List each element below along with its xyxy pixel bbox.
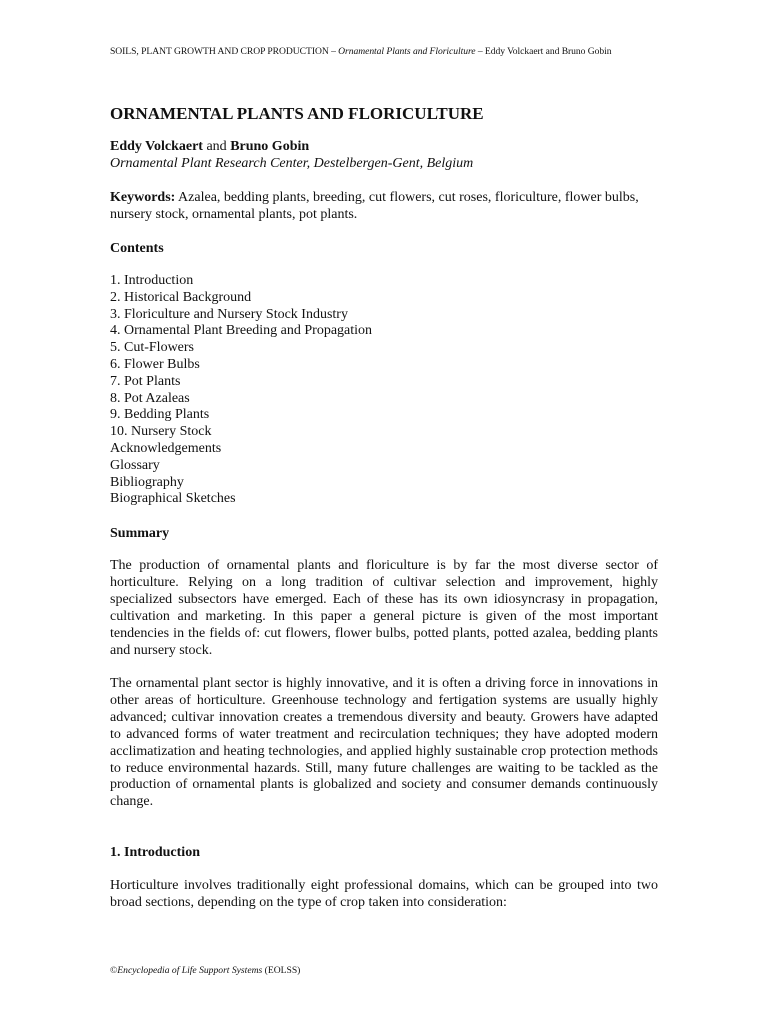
toc-item: 3. Floriculture and Nursery Stock Industry <box>110 306 348 322</box>
toc-item: 2. Historical Background <box>110 289 252 305</box>
summary-paragraph-2: The ornamental plant sector is highly innovative, and it is often a driving force in innovations in other areas of horticulture. Greenhouse technology and fertigation systems are usually highly advanced; cultivar innovation creates a tremendous diversity and beauty. Growers have adapted to advanced forms of water treatment and recirculation techniques; they have adopted modern acclimatization and heating technologies, and applied highly sustainable crop protection methods to reduce environmental hazards. Still, many future challenges are waiting to be tackled as the production of ornamental plants is globalized and society and consumer demands continuously change. <box>110 676 658 810</box>
author-1: Eddy Volckaert <box>110 139 203 154</box>
header-suffix: – Eddy Volckaert and Bruno Gobin <box>475 46 612 57</box>
page-footer <box>110 965 300 976</box>
introduction-paragraph: Horticulture involves traditionally eight professional domains, which can be grouped into two broad sections, depending on the type of crop taken into consideration: <box>110 878 658 910</box>
toc-item: Biographical Sketches <box>110 491 236 507</box>
toc-item: 9. Bedding Plants <box>110 407 210 423</box>
header-prefix: SOILS, PLANT GROWTH AND CROP PRODUCTION – <box>110 46 339 57</box>
footer-copyright: © <box>110 965 118 976</box>
author-conjunction: and <box>202 139 231 154</box>
footer-suffix: (EOLSS) <box>262 965 301 976</box>
running-header <box>110 46 658 57</box>
toc-item: 6. Flower Bulbs <box>110 356 200 372</box>
toc-item: Bibliography <box>110 474 184 490</box>
summary-paragraph-1: The production of ornamental plants and floriculture is by far the most diverse sector of horticulture. Relying on a long tradition of cultivar selection and improvement, highly specialized subsectors have emerged. Each of these has its own idiosyncrasy in propagation, cultivation and marketing. In this paper a general picture is given of the most important tendencies in the fields of: cut flowers, flower bulbs, potted plants, potted azalea, bedding plants and nursery stock. <box>110 558 658 658</box>
toc-item: 7. Pot Plants <box>110 373 181 389</box>
summary-heading: Summary <box>110 526 170 541</box>
toc-item: 4. Ornamental Plant Breeding and Propagation <box>110 323 373 339</box>
toc-item: 1. Introduction <box>110 273 194 288</box>
keywords <box>110 189 658 223</box>
contents-heading: Contents <box>110 241 164 256</box>
affiliation: Ornamental Plant Research Center, Destelbergen-Gent, Belgium <box>110 156 474 171</box>
document-title: ORNAMENTAL PLANTS AND FLORICULTURE <box>110 104 484 123</box>
toc-item: 10. Nursery Stock <box>110 424 212 440</box>
keywords-text: Azalea, bedding plants, breeding, cut flowers, cut roses, floriculture, flower bulbs, nursery stock, ornamental plants, pot plants. <box>110 190 639 222</box>
keywords-label: Keywords: <box>110 190 176 205</box>
toc-item: 8. Pot Azaleas <box>110 390 190 406</box>
footer-publication: Encyclopedia of Life Support Systems <box>117 965 263 976</box>
table-of-contents <box>110 273 372 508</box>
introduction-heading: 1. Introduction <box>110 845 200 860</box>
toc-item: 5. Cut-Flowers <box>110 340 194 356</box>
header-topic: Ornamental Plants and Floriculture <box>338 46 476 57</box>
author-2: Bruno Gobin <box>230 139 310 154</box>
authors-line <box>110 138 309 155</box>
toc-item: Acknowledgements <box>110 440 222 456</box>
toc-item: Glossary <box>110 457 160 473</box>
